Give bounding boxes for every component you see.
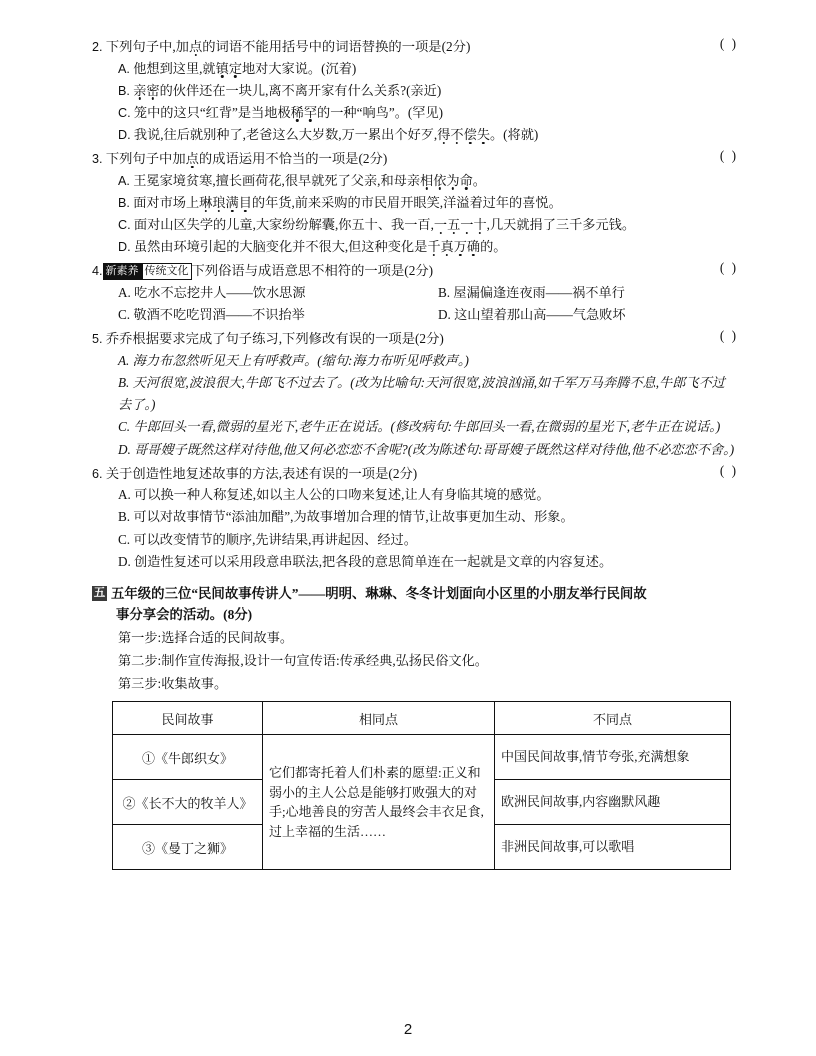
question-2-option-b[interactable]: B. 亲密的伙伴还在一块儿,离不离开家有什么关系?(亲近) [118,82,442,98]
badge-new-literacy: 新素养 [103,263,142,280]
question-3-option-a[interactable]: A. 王冕家境贫寒,擅长画荷花,很早就死了父亲,和母亲相依为命。 [118,172,486,188]
question-2-option-c[interactable]: C. 笼中的这只“红背”是当地极稀罕的一种“响鸟”。(罕见) [118,104,444,120]
table-cell-diff-1: 中国民间故事,情节夸张,充满想象 [495,735,731,780]
table-cell-story-3: ③《曼丁之狮》 [113,825,263,870]
question-6-option-b[interactable]: B. 可以对故事情节“添油加醋”,为故事增加合理的情节,让故事更加生动、形象。 [118,509,574,525]
question-3-answer-blank[interactable]: ( ) [719,148,738,164]
question-2-option-a[interactable]: A. 他想到这里,就镇定地对大家说。(沉着) [118,60,357,76]
table-cell-diff-2: 欧洲民间故事,内容幽默风趣 [495,780,731,825]
section-five-title [92,583,738,604]
table-cell-story-1: ①《牛郎织女》 [113,735,263,780]
section-step-2: 第二步:制作宣传海报,设计一句宣传语:传承经典,弘扬民俗文化。 [118,652,488,668]
section-badge: 五 [93,586,106,599]
question-2 [92,36,738,146]
question-6-answer-blank[interactable]: ( ) [719,462,738,478]
table-header-same: 相同点 [263,702,495,735]
question-5-option-b[interactable]: B. 天河很宽,波浪很大,牛郎飞不过去了。(改为比喻句:天河很宽,波浪汹涌,如千军万马奔腾不息,牛郎飞不过去了。) [118,375,725,413]
question-6-stem: 6. 关于创造性地复述故事的方法,表述有误的一项是(2分) [92,465,418,481]
question-6 [92,463,738,573]
question-4-row-2 [92,304,738,326]
question-2-answer-blank[interactable]: ( ) [719,36,738,51]
question-5-stem: 5. 乔乔根据要求完成了句子练习,下列修改有误的一项是(2分) [92,331,444,347]
question-4-option-c[interactable]: C. 敬酒不吃吃罚酒——不识抬举 [118,307,305,323]
question-6-option-c[interactable]: C. 可以改变情节的顺序,先讲结果,再讲起因、经过。 [118,531,417,547]
section-five [92,583,738,870]
question-2-option-d[interactable]: D. 我说,往后就别种了,老爸这么大岁数,万一累出个好歹,得不偿失。(将就) [118,127,539,143]
question-5 [92,328,738,460]
question-3-option-c[interactable]: C. 面对山区失学的儿童,大家纷纷解囊,你五十、我一百,一五一十,几天就捐了三千多元钱。 [118,217,636,233]
table-header-row [113,702,731,735]
question-5-option-a[interactable]: A. 海力布忽然听见天上有呼救声。(缩句:海力布听见呼救声。) [118,352,469,368]
badge-traditional-culture: 传统文化 [142,263,192,280]
table-header-story: 民间故事 [113,702,263,735]
question-6-option-a[interactable]: A. 可以换一种人称复述,如以主人公的口吻来复述,让人有身临其境的感觉。 [118,487,550,503]
table-header-diff: 不同点 [495,702,731,735]
question-4-option-a[interactable]: A. 吃水不忘挖井人——饮水思源 [118,284,306,300]
section-title-line-2: 事分享会的活动。(8分) [116,607,253,623]
question-5-option-c[interactable]: C. 牛郎回头一看,微弱的星光下,老牛正在说话。(修改病句:牛郎回头一看,在微弱的星光下,老牛正在说话。) [118,419,721,435]
question-3-stem: 3. 下列句子中加点的成语运用不恰当的一项是(2分) [92,151,388,167]
question-5-answer-blank[interactable]: ( ) [719,328,738,344]
question-3-option-b[interactable]: B. 面对市场上琳琅满目的年货,前来采购的市民眉开眼笑,洋溢着过年的喜悦。 [118,194,562,210]
question-4-option-b[interactable]: B. 屋漏偏逢连夜雨——祸不单行 [438,284,625,300]
section-step-3: 第三步:收集故事。 [118,675,228,691]
table-cell-diff-3: 非洲民间故事,可以歌唱 [495,825,731,870]
question-5-option-d[interactable]: D. 哥哥嫂子既然这样对待他,他又何必恋恋不舍呢?(改为陈述句:哥哥嫂子既然这样对待他,他不必恋恋不舍。) [118,441,735,457]
table-cell-same-merged: 它们都寄托着人们朴素的愿望:正义和弱小的主人公总是能够打败强大的对手;心地善良的穷苦人最终会丰衣足食,过上幸福的生活…… [263,735,495,870]
question-3-option-d[interactable]: D. 虽然由环境引起的大脑变化并不很大,但这种变化是千真万确的。 [118,239,507,255]
table-cell-story-2: ②《长不大的牧羊人》 [113,780,263,825]
table-row [113,735,731,780]
question-2-stem: 2. 下列句子中,加点的词语不能用括号中的词语替换的一项是(2分) [92,39,471,54]
question-6-option-d[interactable]: D. 创造性复述可以采用段意串联法,把各段的意思简单连在一起就是文章的内容复述。 [118,553,613,569]
folktale-table [112,701,731,870]
section-step-1: 第一步:选择合适的民间故事。 [118,629,294,645]
question-4-stem: 4. 新素养 传统文化 下列俗语与成语意思不相符的一项是(2分) [92,263,434,279]
question-4 [92,260,738,326]
page-number: 2 [403,1021,413,1038]
question-4-answer-blank[interactable]: ( ) [719,260,738,276]
section-title-line-1: 五年级的三位“民间故事传讲人”——明明、琳琳、冬冬计划面向小区里的小朋友举行民间故 [111,585,647,601]
question-4-option-d[interactable]: D. 这山望着那山高——气急败坏 [438,307,626,323]
question-4-row-1 [92,282,738,304]
question-3 [92,148,738,258]
